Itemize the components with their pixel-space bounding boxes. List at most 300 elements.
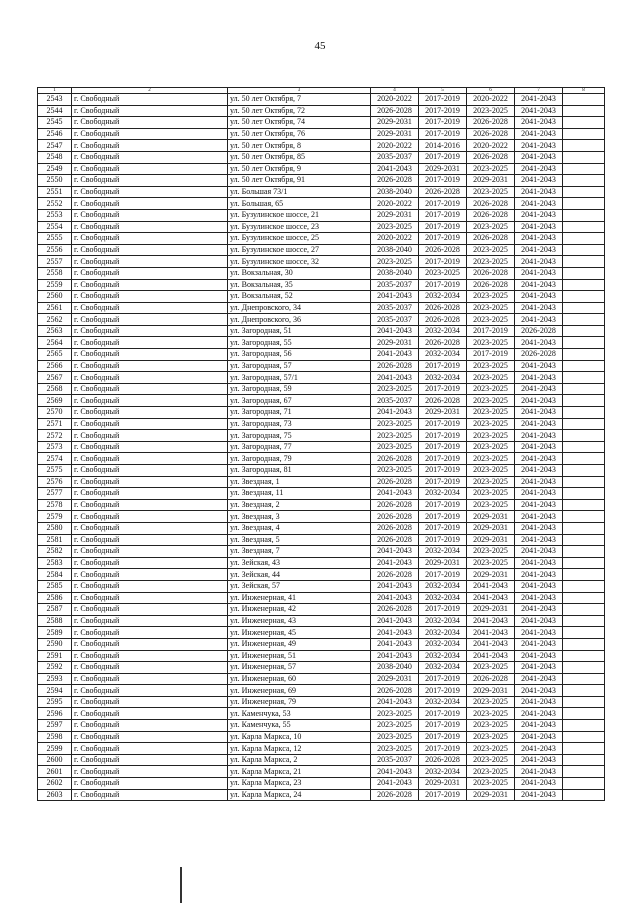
table-row (38, 638, 605, 650)
period-col7-cell: 2041-2043 (515, 731, 563, 743)
table-row (38, 151, 605, 163)
column-number-8: 8 (563, 88, 605, 94)
city-cell: г. Свободный (72, 418, 228, 430)
col8-cell (563, 163, 605, 175)
city-cell: г. Свободный (72, 522, 228, 534)
period-col5-cell: 2032-2034 (419, 349, 467, 361)
period-col7-cell: 2041-2043 (515, 476, 563, 488)
period-col7-cell: 2041-2043 (515, 105, 563, 117)
col8-cell (563, 754, 605, 766)
address-cell: ул. Звездная, 11 (228, 488, 371, 500)
period-col6-cell: 2017-2019 (467, 325, 515, 337)
city-cell: г. Свободный (72, 325, 228, 337)
period-col6-cell: 2023-2025 (467, 546, 515, 558)
address-cell: ул. Звездная, 4 (228, 522, 371, 534)
table-row (38, 256, 605, 268)
city-cell: г. Свободный (72, 778, 228, 790)
period-col5-cell: 2017-2019 (419, 708, 467, 720)
column-number-4: 4 (371, 88, 419, 94)
period-col7-cell: 2041-2043 (515, 186, 563, 198)
row-number: 2564 (38, 337, 72, 349)
address-cell: ул. 50 лет Октября, 9 (228, 163, 371, 175)
table-row (38, 105, 605, 117)
address-cell: ул. Инженерная, 42 (228, 604, 371, 616)
city-cell: г. Свободный (72, 604, 228, 616)
col8-cell (563, 209, 605, 221)
period-col4-cell: 2023-2025 (371, 743, 419, 755)
address-cell: ул. Звездная, 3 (228, 511, 371, 523)
row-number: 2565 (38, 349, 72, 361)
table-row (38, 325, 605, 337)
table-row (38, 778, 605, 790)
col8-cell (563, 488, 605, 500)
period-col7-cell: 2041-2043 (515, 638, 563, 650)
address-cell: ул. Карла Маркса, 10 (228, 731, 371, 743)
period-col5-cell: 2029-2031 (419, 557, 467, 569)
period-col5-cell: 2017-2019 (419, 94, 467, 106)
column-number-2: 2 (72, 88, 228, 94)
col8-cell (563, 569, 605, 581)
col8-cell (563, 638, 605, 650)
row-number: 2546 (38, 128, 72, 140)
city-cell: г. Свободный (72, 708, 228, 720)
city-cell: г. Свободный (72, 650, 228, 662)
period-col5-cell: 2017-2019 (419, 453, 467, 465)
period-col6-cell: 2023-2025 (467, 662, 515, 674)
city-cell: г. Свободный (72, 267, 228, 279)
col8-cell (563, 441, 605, 453)
row-number: 2586 (38, 592, 72, 604)
period-col4-cell: 2041-2043 (371, 778, 419, 790)
table-row (38, 418, 605, 430)
address-cell: ул. Зейская, 57 (228, 580, 371, 592)
address-cell: ул. 50 лет Октября, 72 (228, 105, 371, 117)
period-col7-cell: 2041-2043 (515, 546, 563, 558)
period-col4-cell: 2023-2025 (371, 465, 419, 477)
row-number: 2553 (38, 209, 72, 221)
table-row (38, 314, 605, 326)
period-col4-cell: 2035-2037 (371, 279, 419, 291)
city-cell: г. Свободный (72, 465, 228, 477)
address-cell: ул. Карла Маркса, 2 (228, 754, 371, 766)
period-col5-cell: 2029-2031 (419, 778, 467, 790)
address-cell: ул. Загородная, 67 (228, 395, 371, 407)
row-number: 2592 (38, 662, 72, 674)
col8-cell (563, 696, 605, 708)
col8-cell (563, 731, 605, 743)
table-row (38, 267, 605, 279)
city-cell: г. Свободный (72, 395, 228, 407)
table-row (38, 128, 605, 140)
col8-cell (563, 789, 605, 801)
period-col7-cell: 2041-2043 (515, 696, 563, 708)
address-cell: ул. Карла Маркса, 23 (228, 778, 371, 790)
city-cell: г. Свободный (72, 105, 228, 117)
col8-cell (563, 615, 605, 627)
period-col5-cell: 2017-2019 (419, 151, 467, 163)
period-col4-cell: 2038-2040 (371, 186, 419, 198)
period-col6-cell: 2023-2025 (467, 499, 515, 511)
address-cell: ул. Бузулинское шоссе, 25 (228, 233, 371, 245)
period-col6-cell: 2023-2025 (467, 337, 515, 349)
row-number: 2576 (38, 476, 72, 488)
city-cell: г. Свободный (72, 209, 228, 221)
period-col4-cell: 2038-2040 (371, 244, 419, 256)
period-col5-cell: 2032-2034 (419, 488, 467, 500)
period-col6-cell: 2026-2028 (467, 209, 515, 221)
address-cell: ул. Загородная, 56 (228, 349, 371, 361)
period-col5-cell: 2014-2016 (419, 140, 467, 152)
period-col5-cell: 2017-2019 (419, 499, 467, 511)
period-col5-cell: 2026-2028 (419, 186, 467, 198)
row-number: 2603 (38, 789, 72, 801)
period-col5-cell: 2017-2019 (419, 221, 467, 233)
table-row (38, 546, 605, 558)
table-row (38, 511, 605, 523)
address-cell: ул. Загородная, 57/1 (228, 372, 371, 384)
city-cell: г. Свободный (72, 499, 228, 511)
row-number: 2558 (38, 267, 72, 279)
period-col5-cell: 2017-2019 (419, 360, 467, 372)
city-cell: г. Свободный (72, 488, 228, 500)
period-col6-cell: 2023-2025 (467, 302, 515, 314)
period-col5-cell: 2029-2031 (419, 407, 467, 419)
period-col7-cell: 2041-2043 (515, 627, 563, 639)
row-number: 2600 (38, 754, 72, 766)
city-cell: г. Свободный (72, 615, 228, 627)
period-col5-cell: 2017-2019 (419, 522, 467, 534)
period-col7-cell: 2041-2043 (515, 117, 563, 129)
city-cell: г. Свободный (72, 94, 228, 106)
period-col6-cell: 2041-2043 (467, 650, 515, 662)
column-number-5: 5 (419, 88, 467, 94)
col8-cell (563, 349, 605, 361)
address-cell: ул. Бузулинское шоссе, 21 (228, 209, 371, 221)
column-number-7: 7 (515, 88, 563, 94)
period-col5-cell: 2017-2019 (419, 720, 467, 732)
period-col5-cell: 2017-2019 (419, 198, 467, 210)
period-col6-cell: 2023-2025 (467, 256, 515, 268)
address-cell: ул. Инженерная, 79 (228, 696, 371, 708)
row-number: 2554 (38, 221, 72, 233)
row-number: 2582 (38, 546, 72, 558)
page-number: 45 (314, 40, 326, 52)
period-col4-cell: 2041-2043 (371, 580, 419, 592)
table-row (38, 673, 605, 685)
col8-cell (563, 685, 605, 697)
period-col5-cell: 2017-2019 (419, 476, 467, 488)
period-col5-cell: 2017-2019 (419, 441, 467, 453)
table-row (38, 163, 605, 175)
table-row (38, 662, 605, 674)
city-cell: г. Свободный (72, 186, 228, 198)
table-row (38, 720, 605, 732)
table-row (38, 407, 605, 419)
period-col7-cell: 2041-2043 (515, 766, 563, 778)
row-number: 2577 (38, 488, 72, 500)
period-col5-cell: 2017-2019 (419, 604, 467, 616)
period-col5-cell: 2017-2019 (419, 743, 467, 755)
period-col7-cell: 2041-2043 (515, 198, 563, 210)
address-cell: ул. Днепровского, 36 (228, 314, 371, 326)
table-body (38, 88, 605, 801)
period-col4-cell: 2020-2022 (371, 140, 419, 152)
period-col4-cell: 2041-2043 (371, 163, 419, 175)
city-cell: г. Свободный (72, 731, 228, 743)
period-col5-cell: 2032-2034 (419, 546, 467, 558)
period-col6-cell: 2023-2025 (467, 557, 515, 569)
period-col5-cell: 2032-2034 (419, 662, 467, 674)
address-cell: ул. 50 лет Октября, 85 (228, 151, 371, 163)
row-number: 2601 (38, 766, 72, 778)
period-col4-cell: 2026-2028 (371, 685, 419, 697)
period-col6-cell: 2023-2025 (467, 163, 515, 175)
table-row (38, 708, 605, 720)
table-row (38, 198, 605, 210)
period-col4-cell: 2035-2037 (371, 151, 419, 163)
col8-cell (563, 198, 605, 210)
period-col7-cell: 2041-2043 (515, 569, 563, 581)
address-cell: ул. Каменчука, 55 (228, 720, 371, 732)
period-col7-cell: 2041-2043 (515, 372, 563, 384)
period-col4-cell: 2023-2025 (371, 221, 419, 233)
address-cell: ул. Загородная, 81 (228, 465, 371, 477)
city-cell: г. Свободный (72, 592, 228, 604)
city-cell: г. Свободный (72, 314, 228, 326)
table-row (38, 117, 605, 129)
period-col6-cell: 2023-2025 (467, 778, 515, 790)
period-col7-cell: 2041-2043 (515, 279, 563, 291)
period-col7-cell: 2041-2043 (515, 465, 563, 477)
period-col7-cell: 2041-2043 (515, 221, 563, 233)
period-col6-cell: 2026-2028 (467, 128, 515, 140)
address-cell: ул. Карла Маркса, 12 (228, 743, 371, 755)
address-cell: ул. Зейская, 44 (228, 569, 371, 581)
period-col4-cell: 2026-2028 (371, 476, 419, 488)
row-number: 2594 (38, 685, 72, 697)
period-col4-cell: 2035-2037 (371, 314, 419, 326)
period-col6-cell: 2026-2028 (467, 279, 515, 291)
period-col5-cell: 2017-2019 (419, 430, 467, 442)
row-number: 2599 (38, 743, 72, 755)
address-cell: ул. Загородная, 71 (228, 407, 371, 419)
period-col7-cell: 2041-2043 (515, 151, 563, 163)
period-col4-cell: 2020-2022 (371, 233, 419, 245)
period-col4-cell: 2026-2028 (371, 789, 419, 801)
col8-cell (563, 522, 605, 534)
row-number: 2543 (38, 94, 72, 106)
period-col6-cell: 2023-2025 (467, 372, 515, 384)
period-col6-cell: 2023-2025 (467, 418, 515, 430)
col8-cell (563, 511, 605, 523)
period-col5-cell: 2026-2028 (419, 395, 467, 407)
table-row (38, 372, 605, 384)
period-col7-cell: 2041-2043 (515, 337, 563, 349)
city-cell: г. Свободный (72, 279, 228, 291)
row-number: 2580 (38, 522, 72, 534)
table-row (38, 789, 605, 801)
period-col5-cell: 2017-2019 (419, 105, 467, 117)
period-col6-cell: 2023-2025 (467, 743, 515, 755)
address-cell: ул. Звездная, 5 (228, 534, 371, 546)
row-number: 2591 (38, 650, 72, 662)
table-row (38, 360, 605, 372)
period-col4-cell: 2041-2043 (371, 557, 419, 569)
col8-cell (563, 186, 605, 198)
period-col7-cell: 2041-2043 (515, 615, 563, 627)
row-number: 2572 (38, 430, 72, 442)
city-cell: г. Свободный (72, 569, 228, 581)
period-col6-cell: 2023-2025 (467, 291, 515, 303)
col8-cell (563, 140, 605, 152)
city-cell: г. Свободный (72, 128, 228, 140)
period-col4-cell: 2035-2037 (371, 754, 419, 766)
period-col5-cell: 2026-2028 (419, 302, 467, 314)
address-cell: ул. Инженерная, 69 (228, 685, 371, 697)
row-number: 2561 (38, 302, 72, 314)
period-col7-cell: 2041-2043 (515, 650, 563, 662)
period-col4-cell: 2023-2025 (371, 708, 419, 720)
period-col7-cell: 2041-2043 (515, 302, 563, 314)
row-number: 2547 (38, 140, 72, 152)
period-col4-cell: 2029-2031 (371, 337, 419, 349)
city-cell: г. Свободный (72, 221, 228, 233)
address-cell: ул. Бузулинское шоссе, 27 (228, 244, 371, 256)
city-cell: г. Свободный (72, 789, 228, 801)
col8-cell (563, 302, 605, 314)
period-col6-cell: 2029-2031 (467, 685, 515, 697)
row-number: 2578 (38, 499, 72, 511)
period-col5-cell: 2017-2019 (419, 731, 467, 743)
period-col7-cell: 2041-2043 (515, 140, 563, 152)
period-col7-cell: 2041-2043 (515, 128, 563, 140)
col8-cell (563, 708, 605, 720)
period-col7-cell: 2041-2043 (515, 244, 563, 256)
col8-cell (563, 360, 605, 372)
city-cell: г. Свободный (72, 383, 228, 395)
period-col4-cell: 2026-2028 (371, 360, 419, 372)
col8-cell (563, 650, 605, 662)
address-cell: ул. Инженерная, 49 (228, 638, 371, 650)
period-col4-cell: 2026-2028 (371, 105, 419, 117)
period-col5-cell: 2017-2019 (419, 465, 467, 477)
housing-registry-table (37, 87, 605, 801)
period-col7-cell: 2041-2043 (515, 94, 563, 106)
col8-cell (563, 233, 605, 245)
period-col5-cell: 2032-2034 (419, 291, 467, 303)
period-col4-cell: 2023-2025 (371, 383, 419, 395)
col8-cell (563, 453, 605, 465)
period-col7-cell: 2041-2043 (515, 534, 563, 546)
row-number: 2595 (38, 696, 72, 708)
period-col5-cell: 2023-2025 (419, 267, 467, 279)
col8-cell (563, 557, 605, 569)
period-col6-cell: 2029-2031 (467, 175, 515, 187)
period-col6-cell: 2029-2031 (467, 534, 515, 546)
period-col4-cell: 2041-2043 (371, 696, 419, 708)
col8-cell (563, 151, 605, 163)
table-row (38, 140, 605, 152)
period-col4-cell: 2041-2043 (371, 638, 419, 650)
table-row (38, 453, 605, 465)
address-cell: ул. Загородная, 57 (228, 360, 371, 372)
city-cell: г. Свободный (72, 372, 228, 384)
address-cell: ул. Инженерная, 43 (228, 615, 371, 627)
table-row (38, 279, 605, 291)
row-number: 2584 (38, 569, 72, 581)
column-number-1: 1 (38, 88, 72, 94)
address-cell: ул. Вокзальная, 30 (228, 267, 371, 279)
period-col6-cell: 2023-2025 (467, 383, 515, 395)
period-col6-cell: 2023-2025 (467, 720, 515, 732)
period-col5-cell: 2032-2034 (419, 615, 467, 627)
col8-cell (563, 778, 605, 790)
period-col4-cell: 2026-2028 (371, 511, 419, 523)
row-number: 2581 (38, 534, 72, 546)
address-cell: ул. Карла Маркса, 21 (228, 766, 371, 778)
period-col4-cell: 2026-2028 (371, 569, 419, 581)
column-number-6: 6 (467, 88, 515, 94)
col8-cell (563, 383, 605, 395)
col8-cell (563, 546, 605, 558)
period-col7-cell: 2041-2043 (515, 604, 563, 616)
address-cell: ул. Инженерная, 57 (228, 662, 371, 674)
row-number: 2587 (38, 604, 72, 616)
period-col6-cell: 2023-2025 (467, 708, 515, 720)
period-col6-cell: 2023-2025 (467, 395, 515, 407)
table-row (38, 766, 605, 778)
col8-cell (563, 499, 605, 511)
city-cell: г. Свободный (72, 163, 228, 175)
period-col4-cell: 2035-2037 (371, 302, 419, 314)
table-row (38, 731, 605, 743)
address-cell: ул. Загородная, 79 (228, 453, 371, 465)
address-cell: ул. Большая 73/1 (228, 186, 371, 198)
row-number: 2552 (38, 198, 72, 210)
scan-artifact-mark (180, 867, 182, 903)
row-number: 2548 (38, 151, 72, 163)
table-row (38, 522, 605, 534)
row-number: 2585 (38, 580, 72, 592)
address-cell: ул. Загородная, 77 (228, 441, 371, 453)
period-col6-cell: 2023-2025 (467, 488, 515, 500)
table-row (38, 615, 605, 627)
table-row (38, 244, 605, 256)
period-col7-cell: 2041-2043 (515, 592, 563, 604)
period-col5-cell: 2026-2028 (419, 314, 467, 326)
table-row (38, 499, 605, 511)
address-cell: ул. Загородная, 73 (228, 418, 371, 430)
col8-cell (563, 314, 605, 326)
period-col6-cell: 2023-2025 (467, 244, 515, 256)
period-col5-cell: 2032-2034 (419, 766, 467, 778)
row-number: 2563 (38, 325, 72, 337)
period-col5-cell: 2017-2019 (419, 789, 467, 801)
period-col6-cell: 2041-2043 (467, 638, 515, 650)
period-col6-cell: 2023-2025 (467, 407, 515, 419)
address-cell: ул. Инженерная, 60 (228, 673, 371, 685)
row-number: 2593 (38, 673, 72, 685)
row-number: 2589 (38, 627, 72, 639)
city-cell: г. Свободный (72, 175, 228, 187)
period-col6-cell: 2023-2025 (467, 731, 515, 743)
period-col5-cell: 2017-2019 (419, 673, 467, 685)
row-number: 2569 (38, 395, 72, 407)
city-cell: г. Свободный (72, 546, 228, 558)
col8-cell (563, 476, 605, 488)
period-col7-cell: 2041-2043 (515, 778, 563, 790)
period-col4-cell: 2023-2025 (371, 731, 419, 743)
